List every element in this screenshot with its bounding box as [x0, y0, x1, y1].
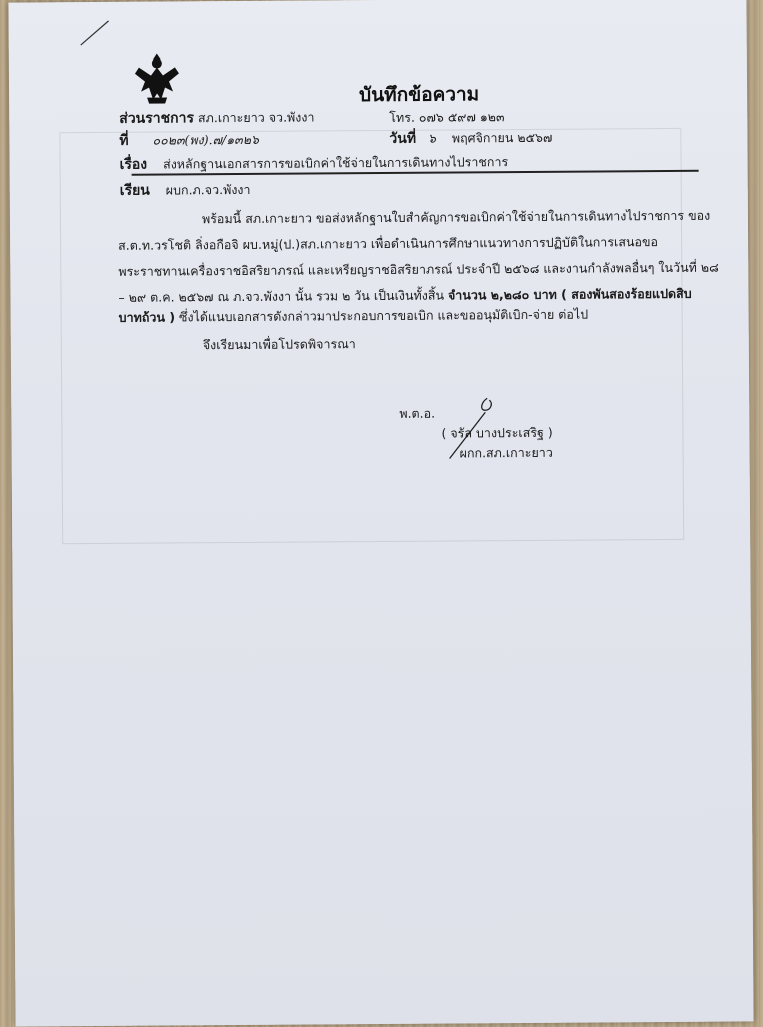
body-line-4 [118, 284, 691, 308]
agency-row [119, 106, 314, 129]
subject-value: ส่งหลักฐานเอกสารการขอเบิกค่าใช้จ่ายในการเดินทางไปราชการ [162, 154, 509, 172]
garuda-emblem-icon [131, 53, 183, 105]
date-month-year: พฤศจิกายน ๒๕๖๗ [451, 129, 553, 146]
pen-stroke-mark [79, 17, 113, 47]
agency-value: สภ.เกาะยาว จว.พังงา [197, 109, 315, 126]
addressee-label: เรียน [119, 182, 150, 199]
reference-number: ๐๐๒๓(พง).๗/๑๓๒๖ [152, 131, 259, 148]
amount-words-end: บาทถ้วน ) [118, 309, 176, 325]
reference-label: ที่ [119, 132, 129, 149]
body-line-5-text: ซึ่งได้แนบเอกสารดังกล่าวมาประกอบการขอเบิก และขออนุมัติเบิก-จ่าย ต่อไป [174, 306, 589, 325]
signer-position: ผกก.สภ.เกาะยาว [459, 444, 553, 461]
phone-number: โทร. ๐๗๖ ๕๙๗ ๑๒๓ [389, 109, 505, 125]
body-line-5 [119, 305, 589, 328]
closing-line: จึงเรียนมาเพื่อโปรดพิจารณา [202, 336, 356, 353]
agency-label: ส่วนราชการ [119, 110, 195, 127]
signer-rank: พ.ต.อ. [399, 405, 436, 421]
memo-paper [8, 0, 753, 1027]
date-day: ๖ [427, 130, 436, 146]
reference-row [119, 129, 259, 152]
date-row [389, 127, 552, 150]
body-line-3: พระราชทานเครื่องราชอิสริยาภรณ์ และเหรียญราชอิสริยาภรณ์ ประจำปี ๒๕๖๘ และงานกำลังพลอื่นๆ ในวันที่ ๒๘ [118, 259, 719, 279]
memo-title: บันทึกข้อความ [359, 83, 480, 107]
subject-label: เรื่อง [119, 156, 148, 173]
addressee-row [120, 179, 251, 202]
signer-name: ( จรัล บางประเสริฐ ) [441, 424, 553, 441]
addressee-value: ผบก.ภ.จว.พังงา [165, 181, 251, 198]
body-line-1: พร้อมนี้ สภ.เกาะยาว ขอส่งหลักฐานใบสำคัญการขอเบิกค่าใช้จ่ายในการเดินทางไปราชการ ของ [201, 207, 711, 227]
amount-text: จำนวน ๒,๒๘๐ บาท ( สองพันสองร้อยแปดสิบ [447, 285, 692, 303]
body-line-2: ส.ต.ท.วรโชติ ลิ่งอกือจิ ผบ.หมู่(ป.)สภ.เกาะยาว เพื่อดำเนินการศึกษาแนวทางการปฏิบัติในการเสนอขอ [118, 234, 659, 253]
date-label: วันที่ [389, 130, 417, 147]
body-line-4-text: – ๒๙ ต.ค. ๒๕๖๗ ณ ภ.จว.พังงา นั้น รวม ๒ วัน เป็นเงินทั้งสิ้น [118, 287, 449, 305]
